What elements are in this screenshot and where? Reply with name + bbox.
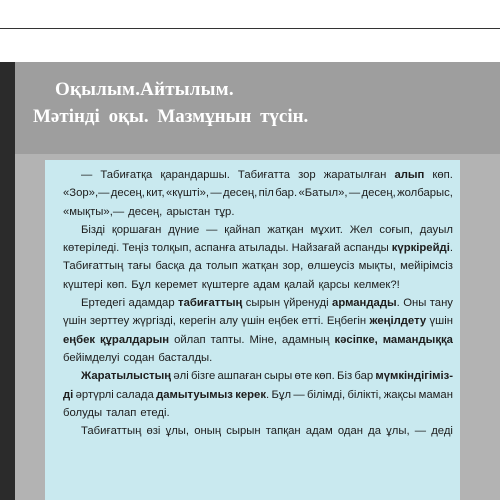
text-run: дауыл [419, 223, 453, 236]
text-run: талап [106, 406, 137, 419]
text-run: көтеріледі. [63, 242, 120, 255]
text-run: аспанды [343, 242, 389, 255]
word [344, 239, 389, 257]
text-run: адам [305, 425, 333, 438]
word [268, 312, 298, 330]
word [166, 203, 210, 221]
text-run: ұлы, [165, 425, 190, 438]
word [349, 184, 360, 202]
text-run: соғып, [379, 223, 413, 236]
text-run: Бұл [131, 278, 151, 291]
word [369, 312, 426, 330]
word [174, 331, 206, 349]
word [166, 422, 190, 440]
text-run: жатқан [267, 223, 304, 236]
text-run: үйренуді [283, 297, 329, 310]
word [63, 184, 109, 202]
word [63, 239, 119, 257]
text-run: жаратылған [323, 169, 387, 181]
word [324, 166, 387, 184]
word [160, 166, 230, 184]
text-run: Бұл [271, 388, 292, 401]
word [332, 294, 400, 312]
word [219, 312, 238, 330]
text-run: күштері [63, 278, 103, 291]
text-run: зерттеу [89, 315, 130, 328]
text-run: содан [123, 351, 155, 364]
word [419, 386, 453, 404]
word [76, 386, 114, 404]
word [168, 221, 199, 239]
word [146, 422, 160, 440]
bold-term: армандады [332, 297, 397, 310]
word [81, 367, 171, 385]
word [211, 331, 245, 349]
word [210, 184, 221, 202]
word [307, 386, 345, 404]
word [152, 239, 192, 257]
text-line [63, 203, 453, 221]
top-rule [0, 28, 500, 29]
word [112, 221, 162, 239]
text-run: ұлы, [386, 425, 410, 438]
header-instruction: Мәтінді оқы. Мазмұнын түсін. [33, 106, 309, 127]
text-run: Міне, [249, 333, 278, 346]
bold-term: еңбек [63, 333, 96, 346]
text-run: сырын [226, 425, 261, 438]
text-run: қоршаған [111, 223, 162, 236]
word [238, 166, 290, 184]
word [275, 184, 297, 202]
word [81, 221, 105, 239]
text-run: әртүрлі [75, 388, 114, 401]
text-run: өте [294, 370, 313, 383]
word [156, 386, 233, 404]
text-run: тапты. [210, 333, 245, 346]
text-run: көп. [314, 370, 335, 383]
text-run: арыстан [166, 205, 211, 218]
word [128, 257, 152, 275]
text-run: — [414, 425, 427, 438]
text-run: адамның [282, 333, 330, 346]
text-run: қалай [284, 278, 315, 291]
word [362, 184, 396, 202]
text-run: жақсы [383, 388, 417, 401]
text-run: тағы [127, 260, 152, 273]
word [107, 276, 127, 294]
text-run: піл [258, 187, 274, 200]
text-run: Табиғаттың [81, 425, 142, 438]
word [375, 367, 453, 385]
text-run: басталды. [158, 351, 213, 364]
word [310, 221, 342, 239]
text-run: . [396, 297, 400, 310]
word [350, 221, 373, 239]
word [282, 331, 330, 349]
text-run: Біз [337, 370, 353, 383]
word [63, 404, 102, 422]
text-run: . [266, 388, 270, 401]
text-body [63, 166, 453, 440]
word [267, 221, 303, 239]
word [253, 276, 280, 294]
left-sidebar [0, 62, 15, 500]
text-run: мықты, [358, 260, 396, 273]
text-line [63, 276, 453, 294]
word [246, 294, 280, 312]
text-run: білікті, [347, 388, 382, 401]
bold-term: мүмкіндігіміз- [375, 370, 453, 383]
text-box [45, 160, 460, 500]
text-line [63, 386, 453, 404]
text-run: мейірімсіз [400, 260, 453, 273]
word [194, 422, 221, 440]
text-run: сыры [264, 370, 293, 383]
word [116, 386, 154, 404]
text-run: «мықты»,— [63, 205, 125, 218]
text-run: адам [253, 278, 281, 291]
text-run: — [293, 388, 305, 401]
word [334, 331, 377, 349]
header-title: Оқылым.Айтылым. [55, 79, 234, 100]
text-line [63, 349, 453, 367]
text-run: аспанға [194, 242, 236, 255]
text-run: көп. [106, 278, 128, 291]
text-run: өзі [146, 425, 161, 438]
text-run: үшін [63, 315, 87, 328]
text-run: — [210, 187, 222, 200]
word [337, 367, 352, 385]
word [397, 184, 453, 202]
text-run: «Батыл», [298, 187, 348, 200]
word [63, 276, 103, 294]
text-run: бар. [275, 187, 298, 200]
bold-term: жеңілдету [369, 315, 427, 328]
text-line [63, 312, 453, 330]
word [195, 239, 236, 257]
word [242, 257, 278, 275]
bold-term: мамандыққа [382, 333, 453, 346]
word [294, 367, 312, 385]
text-run: тапқан [265, 425, 301, 438]
text-run: сырын [245, 297, 281, 310]
word [189, 257, 202, 275]
text-run: үшін [241, 315, 265, 328]
text-line [63, 239, 453, 257]
text-run: да [188, 260, 202, 273]
word [191, 367, 215, 385]
word [420, 221, 453, 239]
word [430, 312, 453, 330]
text-line [63, 184, 453, 202]
word [271, 386, 291, 404]
word [347, 386, 381, 404]
word [178, 294, 242, 312]
text-run: болуды [63, 406, 103, 419]
word [354, 367, 373, 385]
word [368, 422, 381, 440]
word [63, 349, 119, 367]
word [146, 184, 164, 202]
word [432, 166, 452, 184]
text-run: жатқан [242, 260, 279, 273]
text-run: Бізді [81, 223, 105, 236]
text-run: Ертедегі [81, 297, 126, 310]
word [128, 203, 162, 221]
word [400, 257, 453, 275]
word [318, 276, 349, 294]
text-run: десең, [361, 187, 396, 200]
word [284, 294, 329, 312]
text-run: толып [205, 260, 238, 273]
text-run: маман [418, 388, 453, 401]
word [214, 203, 234, 221]
word [90, 312, 129, 330]
word [202, 276, 249, 294]
word [223, 184, 257, 202]
word [431, 422, 453, 440]
text-run: қарсы [318, 278, 350, 291]
word [217, 367, 261, 385]
word [386, 422, 410, 440]
bold-term: күркірейді [391, 242, 450, 255]
word [100, 331, 169, 349]
text-run: бізге [190, 370, 216, 383]
text-run: да [368, 425, 382, 438]
text-run: салада [116, 388, 154, 401]
word [430, 294, 453, 312]
text-run: бейімделуі [63, 351, 120, 364]
word [100, 166, 152, 184]
word [81, 422, 141, 440]
word [131, 276, 151, 294]
word [63, 331, 95, 349]
bold-term: керек [235, 388, 266, 401]
text-run: тану [429, 297, 453, 310]
word [173, 367, 188, 385]
word [314, 367, 334, 385]
text-run: қарандаршы. [160, 169, 230, 181]
text-run: дүние [168, 223, 200, 236]
word [111, 184, 145, 202]
text-line [63, 404, 453, 422]
bold-term: құралдарын [99, 333, 170, 346]
text-line [63, 331, 453, 349]
word [383, 331, 453, 349]
text-run: тұр. [214, 205, 235, 218]
word [123, 349, 154, 367]
text-run: мұхит. [310, 223, 343, 236]
word [384, 386, 417, 404]
bold-term: табиғаттың [178, 297, 243, 310]
text-run: — [206, 223, 218, 236]
text-run: жолбарыс, [397, 187, 453, 200]
text-run: басқа [155, 260, 185, 273]
text-run: толқып, [151, 242, 192, 255]
word [224, 221, 260, 239]
word [354, 276, 400, 294]
word [63, 386, 73, 404]
word [206, 257, 238, 275]
text-line [63, 367, 453, 385]
word [292, 239, 341, 257]
text-run: келмек?! [353, 278, 400, 291]
section-header [15, 62, 500, 154]
word [415, 422, 426, 440]
word [106, 404, 136, 422]
text-run: керемет [154, 278, 198, 291]
text-run: — [348, 187, 361, 200]
text-run: көп. [432, 169, 453, 181]
word [63, 312, 86, 330]
text-run: Табиғаттың [63, 260, 124, 273]
word [306, 422, 333, 440]
word [293, 386, 304, 404]
text-run: оның [194, 425, 222, 438]
word [298, 166, 316, 184]
word [259, 184, 274, 202]
word [241, 312, 264, 330]
text-run: «Зор»,— [63, 187, 110, 200]
word [359, 257, 396, 275]
word [379, 221, 413, 239]
text-run: зор, [282, 260, 304, 273]
word [284, 276, 314, 294]
text-run: кит, [146, 187, 165, 200]
word [63, 203, 124, 221]
text-run: — [81, 169, 93, 181]
word [249, 331, 277, 349]
text-run: Теңіз [122, 242, 149, 255]
word [298, 184, 347, 202]
text-line [63, 257, 453, 275]
word [283, 257, 304, 275]
text-line [63, 166, 453, 184]
word [308, 257, 355, 275]
word [327, 312, 366, 330]
text-line [63, 294, 453, 312]
text-run: Жел [349, 223, 373, 236]
text-run: десең, [223, 187, 258, 200]
word [166, 184, 209, 202]
word [392, 239, 453, 257]
text-run: керегін [179, 315, 217, 328]
text-run: Табиғатқа [100, 169, 153, 181]
word [239, 239, 289, 257]
text-run: Табиғатта [237, 169, 291, 181]
text-run: үшін [429, 315, 453, 328]
text-run: етті. [301, 315, 324, 328]
bold-term: Жаратылыстың [81, 370, 172, 383]
word [155, 276, 198, 294]
text-line [63, 221, 453, 239]
text-run: жүргізді, [132, 315, 176, 328]
text-run: десең, [128, 205, 163, 218]
text-run: етеді. [140, 406, 170, 419]
bold-term: алып [394, 169, 425, 181]
word [155, 257, 184, 275]
text-line [63, 422, 453, 440]
text-run: десең, [110, 187, 145, 200]
text-run: Оны [403, 297, 427, 310]
word [158, 349, 212, 367]
text-run: өлшеусіз [307, 260, 355, 273]
word [403, 294, 426, 312]
word [81, 294, 125, 312]
text-run: Еңбегін [326, 315, 367, 328]
text-run: атылады. [238, 242, 289, 255]
text-run: бар [354, 370, 374, 383]
text-run: Найзағай [291, 242, 341, 255]
bold-term: дамытуымыз [156, 388, 233, 401]
word [133, 312, 176, 330]
text-run: күштерге [201, 278, 250, 291]
word [266, 422, 301, 440]
word [226, 422, 260, 440]
text-run: білімді, [307, 388, 346, 401]
word [140, 404, 169, 422]
text-run: алу [219, 315, 238, 328]
text-run: «күшті», [165, 187, 210, 200]
text-run: . [449, 242, 453, 255]
text-run: әлі [173, 370, 189, 383]
text-run: ашпаған [217, 370, 262, 383]
word [394, 166, 424, 184]
text-run: еңбек [268, 315, 299, 328]
word [179, 312, 216, 330]
text-run: одан [337, 425, 364, 438]
word [302, 312, 324, 330]
text-run: деді [431, 425, 453, 438]
word [338, 422, 363, 440]
word [63, 257, 123, 275]
word [129, 294, 175, 312]
word [122, 239, 148, 257]
text-run: қайнап [224, 223, 261, 236]
text-run: ойлап [174, 333, 206, 346]
text-run: зор [298, 169, 316, 181]
word [81, 166, 92, 184]
top-bar [0, 0, 500, 63]
text-run: адамдар [128, 297, 175, 310]
bold-term: кәсіпке, [334, 333, 378, 346]
bold-term: ді [63, 388, 74, 401]
word [264, 367, 292, 385]
word [206, 221, 217, 239]
word [235, 386, 269, 404]
